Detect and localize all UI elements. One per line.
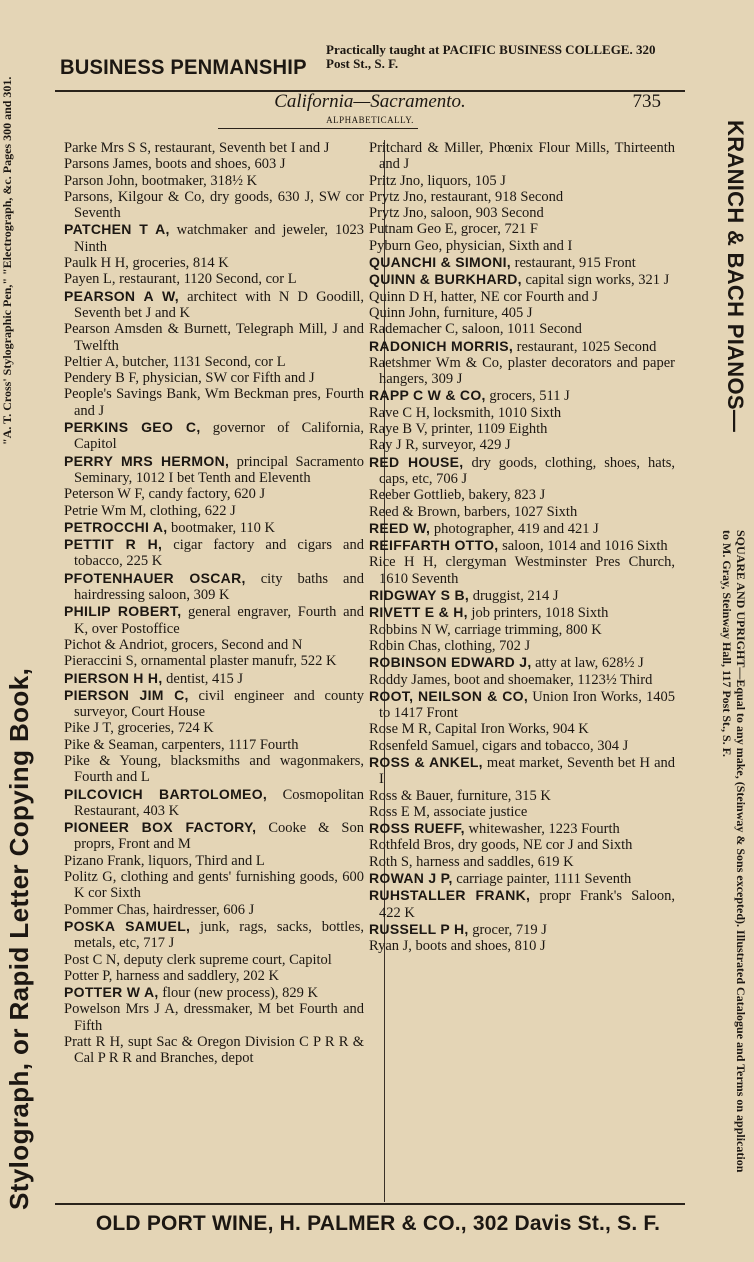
bottom-advertisement: OLD PORT WINE, H. PALMER & CO., 302 Davis St., S. F.: [95, 1212, 661, 1235]
top-ad-detail: Practically taught at PACIFIC BUSINESS COLLEGE. 320 Post St., S. F.: [326, 42, 656, 71]
entry-name: RED HOUSE,: [369, 453, 464, 470]
directory-entry: [369, 804, 675, 820]
entry-text: Ray J R, surveyor, 429 J: [369, 437, 511, 454]
entry-text: restaurant, 915 Front: [511, 255, 636, 272]
entry-name: PIERSON H H,: [64, 669, 163, 686]
directory-entry: [64, 902, 364, 918]
entry-name: POSKA SAMUEL,: [64, 917, 191, 934]
directory-entry: [369, 487, 675, 503]
page-title: California—Sacramento.: [274, 91, 466, 112]
directory-entry: [369, 854, 675, 870]
entry-text: Raetshmer Wm & Co, plaster decorators and paper hangers, 309 J: [369, 354, 675, 388]
entry-text: Pike & Seaman, carpenters, 1117 Fourth: [64, 736, 299, 753]
right-margin-advertisement: [688, 120, 748, 1180]
entry-text: Pommer Chas, hairdresser, 606 J: [64, 901, 255, 918]
directory-entry: [64, 486, 364, 502]
directory-entry: [369, 938, 675, 954]
entry-text: Putnam Geo E, grocer, 721 F: [369, 221, 538, 238]
directory-entry: [64, 570, 364, 604]
entry-text: People's Savings Bank, Wm Beckman pres, Fourth and J: [64, 386, 364, 419]
entry-text: city baths and hairdressing saloon, 309 K: [74, 570, 364, 604]
entry-text: Rothfeld Bros, dry goods, NE cor J and Sixth: [369, 837, 633, 854]
entry-text: flour (new process), 829 K: [158, 985, 319, 1002]
entry-text: dentist, 415 J: [162, 670, 244, 687]
entry-name: ROBINSON EDWARD J,: [369, 654, 532, 671]
entry-text: Rave C H, locksmith, 1010 Sixth: [369, 404, 562, 421]
directory-entry: [64, 536, 364, 570]
directory-entry: [369, 654, 675, 671]
entry-name: REIFFARTH OTTO,: [369, 537, 499, 554]
directory-entry: [64, 140, 364, 156]
entry-name: ROWAN J P,: [369, 870, 453, 887]
entry-text: Petrie Wm M, clothing, 622 J: [64, 502, 236, 519]
directory-entry: [369, 837, 675, 853]
entry-name: RUSSELL P H,: [369, 920, 469, 937]
entry-text: Parson John, bootmaker, 318½ K: [64, 172, 258, 189]
directory-entry: [64, 321, 364, 354]
directory-entry: [369, 189, 675, 205]
entry-text: junk, rags, sacks, bottles, metals, etc, 717 J: [74, 918, 364, 952]
directory-entry: [64, 670, 364, 687]
entry-text: Potter P, harness and saddlery, 202 K: [64, 967, 279, 984]
entry-name: RAPP C W & CO,: [369, 387, 486, 404]
page-header: [55, 90, 685, 130]
entry-name: PETTIT R H,: [64, 536, 163, 553]
entry-text: Pratt R H, supt Sac & Oregon Division C P R R & Cal P R R and Branches, depot: [64, 1034, 364, 1067]
directory-entry: [64, 271, 364, 287]
entry-text: Cooke & Son proprs, Front and M: [74, 820, 364, 853]
entry-text: Robin Chas, clothing, 702 J: [369, 637, 531, 654]
entry-text: carriage painter, 1111 Seventh: [452, 871, 632, 888]
bottom-divider: [55, 1203, 685, 1205]
entry-name: PERKINS GEO C,: [64, 419, 201, 436]
entry-text: Parsons James, boots and shoes, 603 J: [64, 156, 286, 173]
directory-entry: [64, 984, 364, 1001]
directory-entry: [369, 638, 675, 654]
entry-text: Prytz Jno, restaurant, 918 Second: [369, 188, 564, 205]
entry-text: Powelson Mrs J A, dressmaker, M bet Fourth and Fifth: [64, 1001, 364, 1034]
entry-text: job printers, 1018 Sixth: [467, 605, 609, 622]
directory-entry: [369, 887, 675, 921]
entry-text: atty at law, 628½ J: [531, 655, 644, 672]
entry-name: QUINN & BURKHARD,: [369, 271, 522, 288]
directory-entry: [64, 637, 364, 653]
entry-text: Ryan J, boots and shoes, 810 J: [369, 938, 546, 955]
directory-entry: [64, 370, 364, 386]
directory-entry: [369, 870, 675, 887]
directory-entry: [369, 754, 675, 788]
directory-entry: [369, 221, 675, 237]
directory-entry: [64, 1034, 364, 1067]
entry-text: principal Sacramento Seminary, 1012 I bet Tenth and Eleventh: [74, 453, 365, 486]
directory-entry: [64, 869, 364, 902]
entry-text: Pichot & Andriot, grocers, Second and N: [64, 636, 303, 653]
directory-entry: [64, 819, 364, 853]
directory-entry: [369, 587, 675, 604]
directory-entry: [369, 688, 675, 722]
directory-entry: [369, 454, 675, 488]
entry-name: ROOT, NEILSON & CO,: [369, 687, 529, 704]
directory-entry: [64, 918, 364, 952]
entry-text: Peterson W F, candy factory, 620 J: [64, 486, 266, 503]
entry-text: Politz G, clothing and gents' furnishing goods, 600 K cor Sixth: [64, 869, 364, 902]
entry-text: Rademacher C, saloon, 1011 Second: [369, 321, 582, 338]
entry-text: Quinn D H, hatter, NE cor Fourth and J: [369, 288, 598, 305]
entry-text: Robbins N W, carriage trimming, 800 K: [369, 621, 602, 638]
entry-name: POTTER W A,: [64, 984, 159, 1001]
page-number: 735: [632, 91, 661, 112]
entry-name: PEARSON A W,: [64, 287, 179, 304]
entry-text: Ross E M, associate justice: [369, 803, 528, 820]
entry-text: Pizano Frank, liquors, Third and L: [64, 852, 265, 869]
entry-text: Cosmopolitan Restaurant, 403 K: [74, 786, 364, 819]
entry-text: Reed & Brown, barbers, 1027 Sixth: [369, 503, 578, 520]
directory-entry: [369, 721, 675, 737]
entry-text: Pike & Young, blacksmiths and wagonmakers, Fourth and L: [64, 752, 364, 786]
entry-text: photographer, 419 and 421 J: [430, 520, 599, 537]
entry-text: Rosenfeld Samuel, cigars and tobacco, 304 J: [369, 737, 629, 754]
entry-text: Peltier A, butcher, 1131 Second, cor L: [64, 353, 286, 370]
left-ad-headline: Stylograph, or Rapid Letter Copying Book,: [4, 667, 34, 1210]
entry-text: Pyburn Geo, physician, Sixth and I: [369, 237, 573, 254]
directory-entry: [64, 653, 364, 669]
entry-text: general engraver, Fourth and K, over Postoffice: [74, 604, 365, 637]
directory-entry: [64, 603, 364, 637]
left-ad-detail: "A. T. Cross' Stylographic Pen," "Electrograph, &c. Pages 300 and 301.: [0, 76, 14, 445]
directory-entry: [64, 386, 364, 419]
entry-text: Quinn John, furniture, 405 J: [369, 304, 533, 321]
entry-name: PETROCCHI A,: [64, 518, 168, 535]
directory-entry: [369, 305, 675, 321]
entry-name: RIVETT E & H,: [369, 604, 468, 621]
entry-name: ROSS RUEFF,: [369, 820, 465, 837]
entry-text: cigar factory and cigars and tobacco, 225 K: [74, 537, 364, 570]
entry-text: capital sign works, 321 J: [521, 272, 670, 289]
directory-entry: [369, 173, 675, 189]
entry-text: Rice H H, clergyman Westminster Pres Church, 1610 Seventh: [369, 554, 675, 587]
entry-text: Prytz Jno, saloon, 903 Second: [369, 205, 544, 222]
directory-entry: [369, 140, 675, 173]
entry-name: PILCOVICH BARTOLOMEO,: [64, 785, 268, 802]
entry-text: Parke Mrs S S, restaurant, Seventh bet I and J: [64, 140, 330, 156]
entry-text: Rose M R, Capital Iron Works, 904 K: [369, 721, 589, 738]
page-subtitle: ALPHABETICALLY.: [326, 115, 414, 125]
left-margin-advertisement: [0, 60, 40, 1210]
entry-text: Pritz Jno, liquors, 105 J: [369, 172, 506, 189]
directory-entry: [369, 321, 675, 337]
directory-entry: [369, 421, 675, 437]
entry-text: propr Frank's Saloon, 422 K: [379, 888, 675, 921]
entry-text: Ross & Bauer, furniture, 315 K: [369, 787, 551, 804]
entry-text: Raye B V, printer, 1109 Eighth: [369, 421, 548, 438]
entry-text: Post C N, deputy clerk supreme court, Capitol: [64, 951, 332, 968]
directory-entry: [369, 338, 675, 355]
directory-entry: [64, 354, 364, 370]
directory-entry: [64, 720, 364, 736]
directory-entry: [64, 503, 364, 519]
directory-entry: [369, 437, 675, 453]
directory-entry: [369, 520, 675, 537]
entry-text: civil engineer and county surveyor, Court House: [74, 687, 364, 721]
entry-text: saloon, 1014 and 1016 Sixth: [498, 538, 668, 555]
directory-entry: [64, 189, 364, 222]
right-ad-detail: SQUARE AND UPRIGHT—Equal to any make, (Steinway & Sons excepted). Illustrated Catalogue and Terms on application to M. Gray, Steinway Hall, 117 Post St., S. F.: [720, 530, 748, 1173]
entry-text: Paulk H H, groceries, 814 K: [64, 255, 229, 272]
directory-entry: [369, 387, 675, 404]
directory-entry: [64, 221, 364, 255]
entry-name: QUANCHI & SIMONI,: [369, 254, 511, 271]
entry-text: Roddy James, boot and shoemaker, 1123½ Third: [369, 671, 653, 688]
directory-entry: [369, 271, 675, 288]
entry-name: RUHSTALLER FRANK,: [369, 887, 531, 904]
entry-text: grocer, 719 J: [468, 921, 547, 938]
directory-entry: [64, 453, 364, 487]
directory-entry: [369, 355, 675, 388]
entry-text: watchmaker and jeweler, 1023 Ninth: [74, 222, 364, 255]
entry-text: whitewasher, 1223 Fourth: [464, 821, 620, 838]
directory-entry: [369, 738, 675, 754]
directory-entry: [369, 622, 675, 638]
header-divider: [218, 128, 418, 129]
directory-entry: [369, 537, 675, 554]
entry-name: ROSS & ANKEL,: [369, 753, 483, 770]
directory-entry: [64, 288, 364, 322]
right-ad-headline: KRANICH & BACH PIANOS—: [723, 120, 748, 433]
directory-entry: [64, 1001, 364, 1034]
directory-entry: [369, 238, 675, 254]
directory-entry: [369, 289, 675, 305]
entry-text: Union Iron Works, 1405 to 1417 Front: [379, 688, 675, 722]
entry-text: restaurant, 1025 Second: [513, 338, 657, 355]
left-column: [64, 140, 364, 1067]
entry-name: REED W,: [369, 519, 431, 536]
entry-name: PIERSON JIM C,: [64, 686, 189, 703]
entry-text: bootmaker, 110 K: [167, 519, 276, 536]
entry-name: PATCHEN T A,: [64, 221, 170, 238]
top-advertisement: [58, 40, 688, 88]
directory-entry: [64, 156, 364, 172]
entry-name: PHILIP ROBERT,: [64, 603, 182, 620]
entry-name: RIDGWAY S B,: [369, 587, 470, 604]
entry-text: druggist, 214 J: [469, 588, 559, 605]
entry-text: architect with N D Goodill, Seventh bet J and K: [74, 288, 364, 321]
directory-entry: [369, 820, 675, 837]
entry-text: Payen L, restaurant, 1120 Second, cor L: [64, 271, 297, 288]
directory-entry: [64, 255, 364, 271]
entry-text: Pike J T, groceries, 724 K: [64, 720, 214, 737]
directory-entry: [369, 254, 675, 271]
entry-text: Roth S, harness and saddles, 619 K: [369, 853, 574, 870]
directory-entry: [64, 737, 364, 753]
directory-entry: [64, 173, 364, 189]
entry-text: governor of California, Capitol: [74, 420, 364, 453]
directory-entry: [64, 419, 364, 453]
directory-entry: [369, 205, 675, 221]
directory-entry: [369, 604, 675, 621]
right-column: [369, 140, 675, 955]
directory-entry: [64, 753, 364, 786]
directory-entry: [64, 519, 364, 536]
entry-text: dry goods, clothing, shoes, hats, caps, etc, 706 J: [379, 454, 676, 487]
entry-text: Parsons, Kilgour & Co, dry goods, 630 J, SW cor Seventh: [64, 188, 364, 222]
entry-name: RADONICH MORRIS,: [369, 337, 514, 354]
directory-entry: [369, 504, 675, 520]
entry-name: PFOTENHAUER OSCAR,: [64, 569, 246, 586]
entry-text: meat market, Seventh bet H and I: [379, 754, 675, 788]
directory-entry: [64, 687, 364, 721]
entry-text: Pritchard & Miller, Phœnix Flour Mills, Thirteenth and J: [369, 140, 675, 173]
entry-name: PERRY MRS HERMON,: [64, 452, 230, 469]
entry-text: Pieraccini S, ornamental plaster manufr, 522 K: [64, 653, 337, 670]
directory-entry: [369, 405, 675, 421]
directory-entry: [369, 788, 675, 804]
directory-entry: [64, 968, 364, 984]
directory-entry: [64, 952, 364, 968]
top-ad-headline: BUSINESS PENMANSHIP: [60, 56, 307, 79]
entry-text: Reeber Gottlieb, bakery, 823 J: [369, 487, 546, 504]
entry-text: Pearson Amsden & Burnett, Telegraph Mill, J and Twelfth: [64, 321, 364, 354]
entry-text: grocers, 511 J: [485, 388, 570, 405]
directory-entry: [369, 672, 675, 688]
entry-text: Pendery B F, physician, SW cor Fifth and J: [64, 370, 315, 387]
directory-entry: [369, 554, 675, 587]
directory-entry: [369, 921, 675, 938]
directory-entry: [64, 786, 364, 820]
entry-name: PIONEER BOX FACTORY,: [64, 819, 257, 836]
directory-entry: [64, 853, 364, 869]
